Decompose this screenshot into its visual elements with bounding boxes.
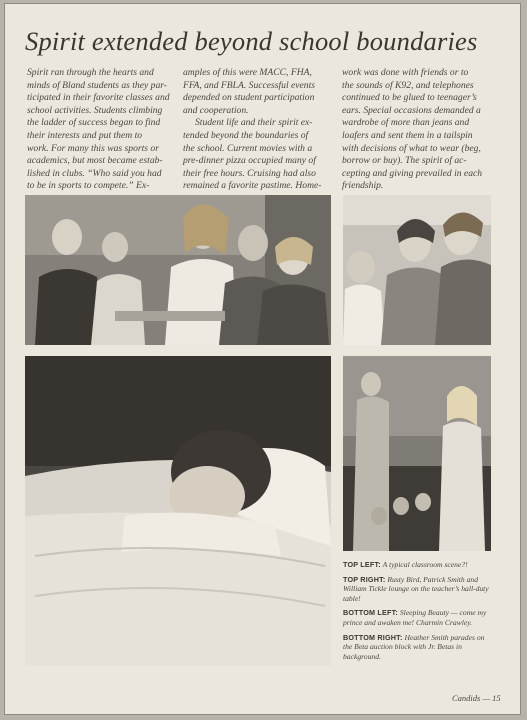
headline: Spirit extended beyond school boundaries [25, 26, 478, 56]
body-line: work. For many this was sports or [27, 142, 159, 154]
body-line: cepting and giving prevailed in each [342, 167, 483, 179]
photo-captions [343, 560, 493, 666]
body-line: Student life and their spirit ex- [195, 117, 313, 129]
body-line: loafers and sent them in a tailspin [342, 129, 473, 141]
caption-bottom-left [343, 608, 493, 627]
body-line: their interests and put them to [27, 129, 143, 141]
body-line: their free hours. Cruising had also [183, 167, 316, 179]
photo-top-left-classroom [25, 195, 331, 345]
body-line: and cooperation. [183, 104, 249, 116]
body-line: Spirit ran through the hearts and [27, 67, 154, 78]
caption-label: TOP RIGHT: [343, 574, 386, 584]
yearbook-page [4, 3, 521, 715]
caption-label: BOTTOM RIGHT: [343, 632, 403, 642]
caption-text: A typical classroom scene?! [382, 560, 468, 569]
caption-bottom-right [343, 633, 493, 662]
body-column-3 [342, 67, 492, 193]
photo-bottom-right-beta-auction [343, 356, 491, 551]
body-line: minds of Bland students as they par- [27, 79, 167, 91]
body-line: amples of this were MACC, FHA, [183, 67, 312, 78]
body-line: borrow or buy). The spirit of ac- [342, 155, 467, 167]
caption-text: Sleeping Beauty — come my prince and awaken me! Charmin Crawley. [343, 608, 487, 627]
body-line: pre-dinner pizza occupied many of [183, 155, 316, 167]
body-line: work was done with friends or to [342, 67, 469, 78]
body-line: with decisions of what to wear (beg, [342, 142, 481, 154]
body-line: the ladder of success began to find [27, 117, 161, 129]
body-line: academics, but most became estab- [27, 155, 163, 167]
caption-top-right [343, 575, 493, 604]
photo-bottom-left-sleeping [25, 356, 331, 666]
caption-top-left [343, 560, 493, 570]
photo-top-right-hall-duty [343, 195, 491, 345]
hall-duty-photo-illustration [343, 195, 491, 345]
body-line: to be in sports to compete.” Ex- [27, 180, 150, 192]
body-column-1 [27, 67, 171, 193]
caption-text: Rusty Bird, Patrick Smith and William Tickle lounge on the teacher’s hall-duty table! [343, 574, 489, 603]
body-line: depended on student participation [183, 92, 315, 104]
body-line: FFA, and FBLA. Successful events [183, 79, 315, 91]
beta-auction-photo-illustration [343, 356, 491, 551]
body-line: tended beyond the boundaries of [183, 129, 309, 141]
body-line: ticipated in their favorite classes and [27, 92, 170, 104]
classroom-photo-illustration [25, 195, 331, 345]
body-line: friendship. [342, 180, 384, 192]
body-line: the sounds of K92, and telephones [342, 79, 474, 91]
body-column-2 [183, 67, 331, 193]
body-line: school activities. Students climbing [27, 104, 163, 116]
body-line: remained a favorite pastime. Home- [183, 180, 322, 192]
caption-label: BOTTOM LEFT: [343, 608, 398, 618]
body-line: wardrobe of more than jeans and [342, 117, 470, 129]
body-line: the school. Current movies with a [183, 142, 313, 154]
sleeping-photo-illustration [25, 356, 331, 666]
body-line: continued to be glued to teenager’s [342, 92, 477, 104]
body-line: ears. Special occasions demanded a [342, 104, 481, 116]
caption-label: TOP LEFT: [343, 560, 381, 569]
caption-text: Heather Smith parades on the Beta auction block with Jr. Betas in background. [343, 632, 485, 661]
page-footer: Candids — 15 [452, 693, 501, 703]
body-line: lished in clubs. “Who said you had [27, 167, 162, 179]
